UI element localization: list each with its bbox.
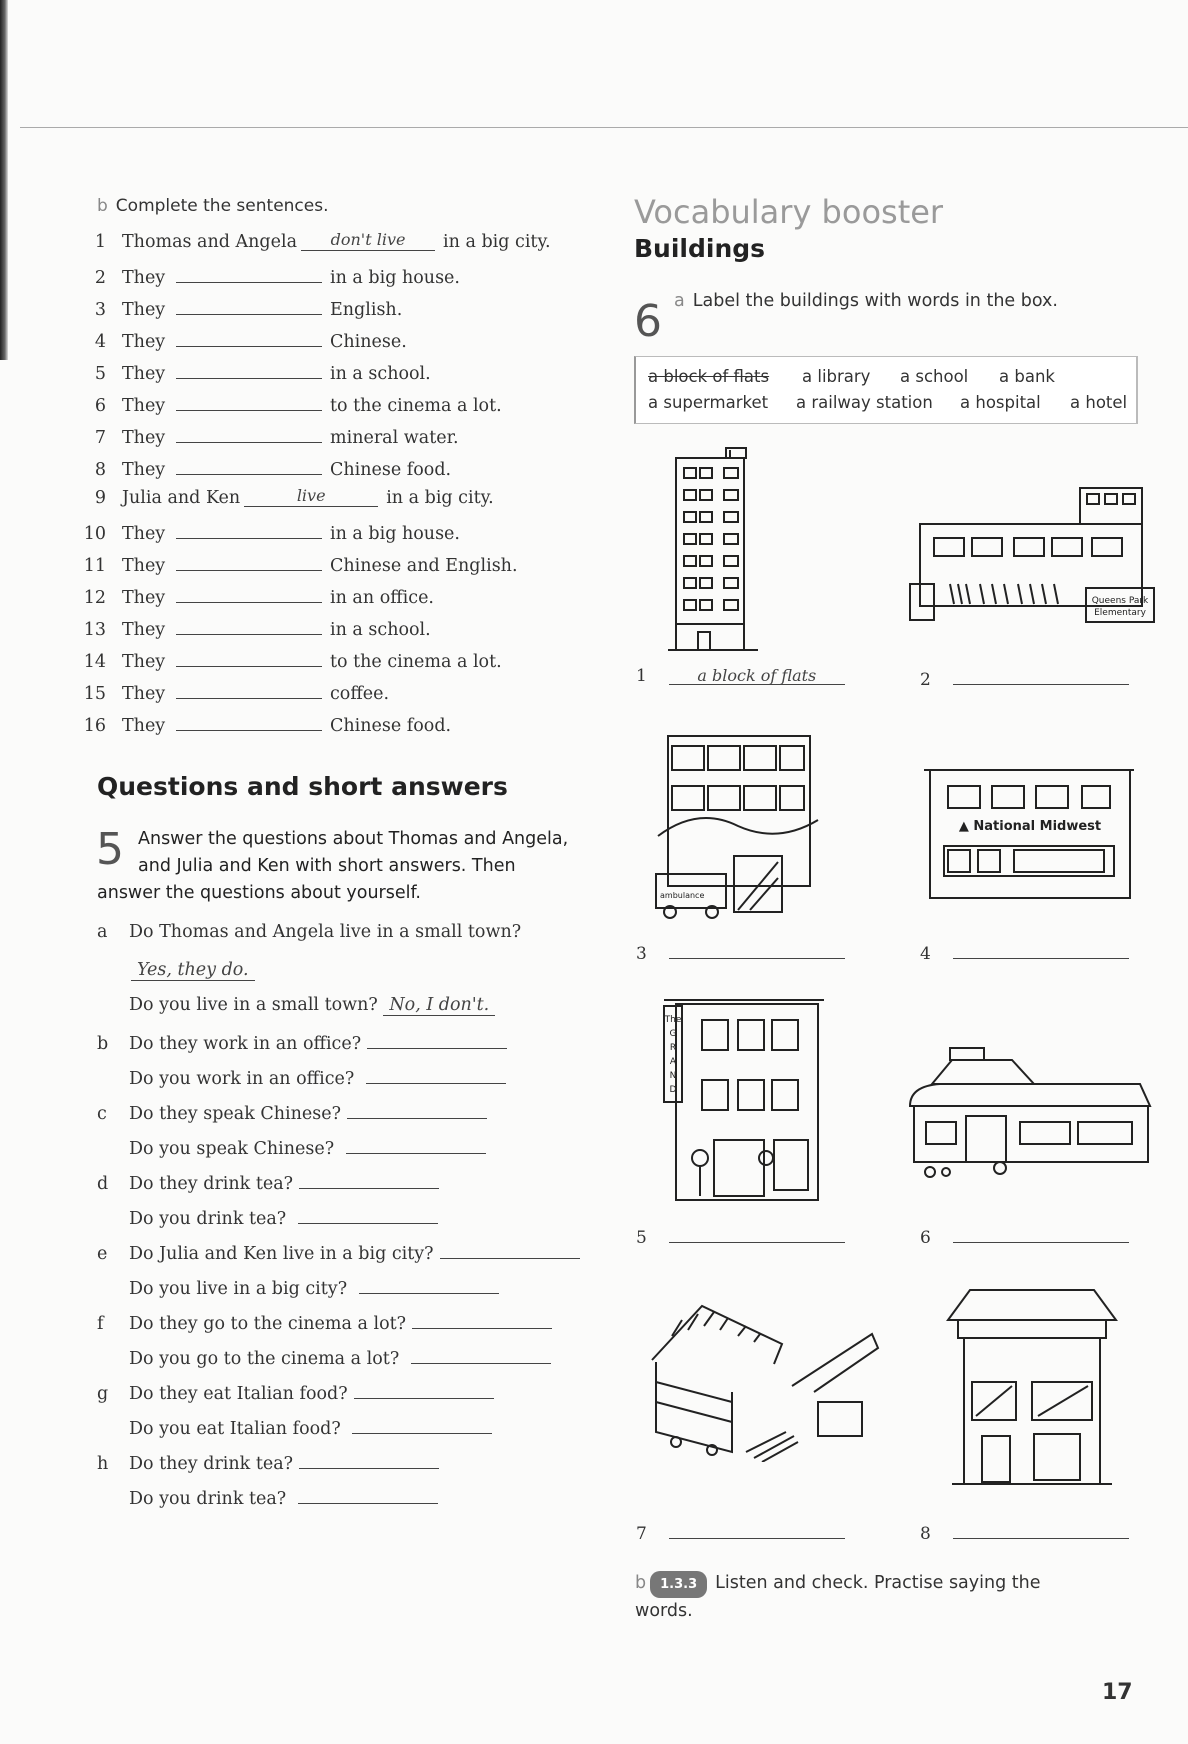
- hotel-sign-letter: D: [669, 1085, 677, 1095]
- word-item: a railway station: [796, 393, 933, 412]
- question-row-you: [129, 1275, 499, 1299]
- sentence-subject: They: [122, 460, 166, 480]
- sentence-subject: Julia and Ken: [122, 488, 241, 508]
- answer-blank[interactable]: [347, 1100, 487, 1119]
- question-row: [97, 1100, 487, 1124]
- question-letter: f: [97, 1314, 104, 1334]
- handwritten-answer: Yes, they do.: [131, 960, 255, 981]
- sentence-row: [70, 552, 551, 584]
- question-text: Do you eat Italian food?: [129, 1419, 341, 1439]
- answer-blank[interactable]: [411, 1345, 551, 1364]
- question-text: Do you live in a small town?: [129, 995, 378, 1015]
- answer-blank[interactable]: [176, 328, 322, 347]
- sentence-rest: to the cinema a lot.: [330, 652, 502, 672]
- sentence-subject: They: [122, 684, 166, 704]
- sentence-subject: They: [122, 716, 166, 736]
- exercise-5-instruction-line3: answer the questions about yourself.: [97, 883, 421, 903]
- handwritten-answer: No, I don't.: [383, 995, 495, 1016]
- answer-blank[interactable]: [176, 616, 322, 635]
- question-letter: g: [97, 1384, 109, 1404]
- handwritten-answer: a block of flats: [697, 666, 817, 685]
- answer-blank[interactable]: [299, 1450, 439, 1469]
- answer-blank[interactable]: [244, 488, 378, 507]
- sentence-row: [70, 712, 551, 744]
- answer-blank[interactable]: [176, 456, 322, 475]
- question-letter: c: [97, 1104, 107, 1124]
- question-text: Do you drink tea?: [129, 1209, 287, 1229]
- picture-label: [920, 1520, 1129, 1544]
- illustration-bank: [922, 764, 1142, 904]
- instruction-text: Label the buildings with words in the box.: [692, 291, 1058, 311]
- answer-blank[interactable]: [346, 1135, 486, 1154]
- question-row: [97, 1240, 580, 1264]
- sentence-rest: in an office.: [330, 588, 434, 608]
- answer-blank[interactable]: [176, 680, 322, 699]
- sentence-list: [70, 232, 551, 744]
- sentence-subject: They: [122, 588, 166, 608]
- sentence-row: [70, 296, 551, 328]
- answer-blank[interactable]: [299, 1170, 439, 1189]
- sentence-number: 13: [83, 620, 106, 640]
- question-text: Do you go to the cinema a lot?: [129, 1349, 400, 1369]
- answer-blank[interactable]: [176, 392, 322, 411]
- exercise-number-6: 6: [634, 296, 662, 347]
- picture-label: [636, 1224, 845, 1248]
- picture-label: [920, 666, 1129, 690]
- answer-blank[interactable]: [176, 360, 322, 379]
- sentence-number: 15: [83, 684, 106, 704]
- hotel-sign-letter: G: [669, 1029, 677, 1039]
- exercise-5-instruction-line2: and Julia and Ken with short answers. Then: [138, 856, 516, 876]
- answer-blank[interactable]: [176, 712, 322, 731]
- word-item: a library: [802, 367, 871, 386]
- exercise-letter: b: [97, 196, 108, 216]
- picture-label: [636, 666, 845, 686]
- question-row-you: [129, 1205, 438, 1229]
- sentence-rest: in a school.: [330, 620, 431, 640]
- word-item: a bank: [999, 367, 1055, 386]
- illustration-library: [942, 1284, 1122, 1494]
- sentence-number: 5: [94, 364, 106, 384]
- question-row: [97, 1380, 494, 1404]
- answer-blank[interactable]: [352, 1415, 492, 1434]
- answer-blank[interactable]: [298, 1205, 438, 1224]
- sentence-row: [70, 648, 551, 680]
- picture-label: [636, 1520, 845, 1544]
- word-item: a block of flats: [648, 367, 770, 386]
- buildings-subtitle: Buildings: [634, 234, 766, 263]
- sentence-row: [70, 424, 551, 456]
- sentence-number: 12: [83, 588, 106, 608]
- picture-number: 1: [636, 666, 647, 686]
- label-blank[interactable]: [953, 1224, 1129, 1243]
- question-text: Do they drink tea?: [129, 1174, 294, 1194]
- handwritten-answer-row: [131, 960, 255, 980]
- sentence-rest: in a school.: [330, 364, 431, 384]
- audio-track-badge[interactable]: 1.3.3: [650, 1571, 707, 1598]
- label-blank[interactable]: [669, 940, 845, 959]
- hotel-sign-letter: A: [669, 1057, 677, 1067]
- question-text: Do they eat Italian food?: [129, 1384, 348, 1404]
- instruction-text: Listen and check. Practise saying the: [715, 1573, 1041, 1593]
- sentence-row: [70, 232, 551, 264]
- question-text: Do you live in a big city?: [129, 1279, 348, 1299]
- page-binding-shadow: [0, 0, 8, 360]
- sentence-rest: in a big house.: [330, 268, 460, 288]
- label-blank[interactable]: [669, 1520, 845, 1539]
- sentence-rest: Chinese.: [330, 332, 407, 352]
- instruction-text-cont: words.: [635, 1601, 693, 1621]
- sentence-number: 3: [94, 300, 106, 320]
- sentence-row: [70, 328, 551, 360]
- handwritten-answer: live: [296, 486, 326, 505]
- label-blank[interactable]: [953, 1520, 1129, 1539]
- sentence-number: 1: [94, 232, 106, 252]
- answer-blank[interactable]: [176, 648, 322, 667]
- sentence-rest: Chinese food.: [330, 460, 452, 480]
- sentence-number: 6: [94, 396, 106, 416]
- sentence-rest: coffee.: [330, 684, 390, 704]
- question-text: Do you drink tea?: [129, 1489, 287, 1509]
- sentence-row: [70, 584, 551, 616]
- sentence-rest: in a big house.: [330, 524, 460, 544]
- question-text: Do they drink tea?: [129, 1454, 294, 1474]
- illustration-school: [900, 484, 1160, 644]
- picture-label: [920, 940, 1129, 964]
- answer-blank[interactable]: [301, 232, 435, 251]
- sentence-number: 10: [83, 524, 106, 544]
- question-row-you: [129, 1065, 506, 1089]
- sentence-subject: They: [122, 332, 166, 352]
- picture-number: 4: [920, 944, 931, 964]
- question-text: Do they work in an office?: [129, 1034, 362, 1054]
- question-row-you: [129, 1135, 486, 1159]
- illustration-hotel: [654, 994, 834, 1204]
- label-blank[interactable]: [669, 1224, 845, 1243]
- hotel-sign-letter: N: [669, 1071, 677, 1081]
- sentence-number: 4: [94, 332, 106, 352]
- hotel-sign-letter: R: [669, 1043, 677, 1053]
- sentence-subject: They: [122, 556, 166, 576]
- word-item: a hospital: [960, 393, 1041, 412]
- question-letter: a: [97, 922, 108, 942]
- question-text: Do you work in an office?: [129, 1069, 355, 1089]
- illustration-hospital: [654, 732, 824, 922]
- sentence-number: 11: [83, 556, 106, 576]
- picture-number: 2: [920, 670, 931, 690]
- answer-blank[interactable]: [176, 264, 322, 283]
- sentence-row: [70, 264, 551, 296]
- exercise-b-instruction: [97, 196, 329, 216]
- question-letter: b: [97, 1034, 109, 1054]
- sentence-row: [70, 392, 551, 424]
- sentence-subject: They: [122, 620, 166, 640]
- vocabulary-booster-title: Vocabulary booster: [634, 193, 944, 231]
- sentence-row: [70, 360, 551, 392]
- sentence-subject: They: [122, 396, 166, 416]
- sentence-row: [70, 488, 551, 520]
- question-row-you: [129, 995, 495, 1015]
- sentence-subject: Thomas and Angela: [122, 232, 298, 252]
- part-letter: a: [674, 291, 685, 311]
- sentence-rest: to the cinema a lot.: [330, 396, 502, 416]
- answer-blank[interactable]: [176, 296, 322, 315]
- question-letter: h: [97, 1454, 109, 1474]
- word-item: a hotel: [1070, 393, 1128, 412]
- answer-blank[interactable]: [440, 1240, 580, 1259]
- picture-number: 5: [636, 1228, 647, 1248]
- question-row-you: [129, 1345, 551, 1369]
- exercise-6b-instruction: [635, 1570, 1040, 1625]
- question-text: Do they go to the cinema a lot?: [129, 1314, 407, 1334]
- exercise-number-5: 5: [96, 824, 124, 875]
- answer-blank[interactable]: [354, 1380, 494, 1399]
- sentence-rest: in a big city.: [443, 232, 551, 252]
- question-text: Do you speak Chinese?: [129, 1139, 335, 1159]
- question-row: [97, 1450, 439, 1474]
- question-row-you: [129, 1485, 438, 1509]
- answer-blank[interactable]: [367, 1030, 507, 1049]
- illustration-block-of-flats: [668, 446, 768, 656]
- sentence-rest: Chinese and English.: [330, 556, 518, 576]
- illustration-supermarket: [902, 1044, 1162, 1184]
- answer-blank[interactable]: [359, 1275, 499, 1294]
- exercise-6a-instruction: [674, 291, 1058, 311]
- question-row-you: [129, 1415, 492, 1439]
- picture-number: 7: [636, 1524, 647, 1544]
- question-letter: d: [97, 1174, 109, 1194]
- question-row: [97, 922, 521, 942]
- sentence-number: 16: [83, 716, 106, 736]
- picture-number: 6: [920, 1228, 931, 1248]
- picture-label: [920, 1224, 1129, 1248]
- sentence-subject: They: [122, 300, 166, 320]
- answer-blank[interactable]: [366, 1065, 506, 1084]
- sentence-row: [70, 456, 551, 488]
- label-blank[interactable]: [669, 666, 845, 685]
- ambulance-label: ambulance: [660, 891, 705, 900]
- handwritten-answer: don't live: [330, 230, 406, 249]
- page-number: 17: [1102, 1680, 1133, 1705]
- question-text: Do Julia and Ken live in a big city?: [129, 1244, 434, 1264]
- sentence-number: 14: [83, 652, 106, 672]
- answer-blank[interactable]: [176, 424, 322, 443]
- sentence-number: 8: [94, 460, 106, 480]
- sentence-row: [70, 616, 551, 648]
- label-blank[interactable]: [953, 666, 1129, 685]
- word-item: a school: [900, 367, 969, 386]
- word-box: [634, 356, 1138, 424]
- label-blank[interactable]: [953, 940, 1129, 959]
- sentence-rest: in a big city.: [386, 488, 494, 508]
- section-heading-questions: Questions and short answers: [97, 772, 508, 801]
- sentence-subject: They: [122, 428, 166, 448]
- part-letter: b: [635, 1573, 647, 1593]
- sentence-number: 2: [94, 268, 106, 288]
- question-text: Do Thomas and Angela live in a small town?: [129, 922, 522, 942]
- sentence-row: [70, 680, 551, 712]
- answer-blank[interactable]: [176, 520, 322, 539]
- sentence-row: [70, 520, 551, 552]
- illustration-railway-station: [642, 1292, 882, 1462]
- sentence-rest: Chinese food.: [330, 716, 452, 736]
- school-sign-line1: Queens Park: [1091, 596, 1149, 606]
- picture-label: [636, 940, 845, 964]
- sentence-rest: English.: [330, 300, 403, 320]
- answer-blank[interactable]: [298, 1485, 438, 1504]
- word-item: a supermarket: [648, 393, 769, 412]
- answer-blank[interactable]: [176, 584, 322, 603]
- bank-sign: ▲ National Midwest: [958, 819, 1102, 834]
- picture-number: 3: [636, 944, 647, 964]
- header-rule: [20, 127, 1188, 128]
- question-row: [97, 1310, 552, 1334]
- sentence-subject: They: [122, 652, 166, 672]
- question-row: [97, 1170, 439, 1194]
- hotel-sign-letter: The: [664, 1015, 682, 1025]
- sentence-number: 9: [94, 488, 106, 508]
- sentence-subject: They: [122, 524, 166, 544]
- answer-blank[interactable]: [412, 1310, 552, 1329]
- picture-number: 8: [920, 1524, 931, 1544]
- sentence-subject: They: [122, 364, 166, 384]
- answer-blank[interactable]: [176, 552, 322, 571]
- sentence-rest: mineral water.: [330, 428, 459, 448]
- question-letter: e: [97, 1244, 108, 1264]
- exercise-5-instruction-line1: Answer the questions about Thomas and Angela,: [138, 829, 569, 849]
- question-text: Do they speak Chinese?: [129, 1104, 341, 1124]
- question-row: [97, 1030, 507, 1054]
- sentence-number: 7: [94, 428, 106, 448]
- sentence-subject: They: [122, 268, 166, 288]
- school-sign-line2: Elementary: [1094, 608, 1146, 618]
- instruction-text: Complete the sentences.: [115, 196, 329, 216]
